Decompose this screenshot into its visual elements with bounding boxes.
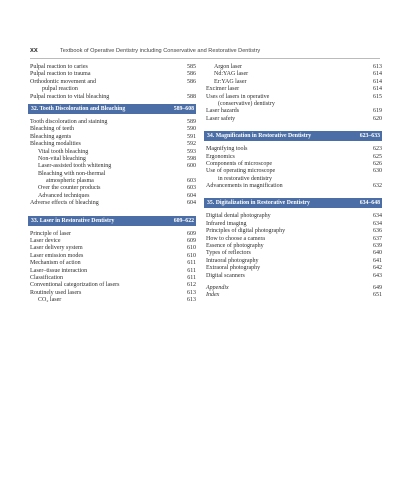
toc-entry[interactable]	[206, 146, 382, 153]
toc-entry-page: 611	[187, 274, 196, 281]
toc-entry[interactable]	[206, 116, 382, 123]
toc-entry-title: Appendix	[206, 284, 229, 291]
toc-entry-page: 632	[373, 183, 382, 190]
toc-entry-title: Bleaching agents	[30, 133, 72, 140]
toc-entry[interactable]	[30, 79, 196, 86]
toc-entry[interactable]	[206, 64, 382, 71]
toc-group-chapter-33	[30, 231, 196, 305]
chapter-pages: 623–633	[359, 133, 380, 140]
toc-entry-title: Extraoral photography	[206, 265, 261, 272]
toc-entry-page: 623	[373, 146, 382, 153]
chapter-title: 32. Tooth Discoloration and Bleaching	[31, 105, 126, 112]
toc-entry[interactable]	[30, 231, 196, 238]
toc-entry-page: 585	[187, 64, 196, 70]
chapter-pages: 634–648	[359, 200, 380, 207]
toc-entry-page: 611	[187, 260, 196, 267]
toc-entry-title: Components of microscope	[206, 160, 272, 167]
header-rule	[30, 58, 380, 59]
toc-entry-title: Conventional categorization of lasers	[30, 282, 120, 289]
toc-entry-page: 613	[187, 289, 196, 296]
toc-entry-title: Advancements in magnification	[206, 183, 283, 190]
toc-entry-title: Types of reflectors	[206, 250, 251, 257]
toc-entry-page: 637	[373, 235, 382, 242]
toc-entry[interactable]	[206, 71, 382, 78]
toc-entry-page: 588	[187, 93, 196, 100]
toc-entry[interactable]	[30, 134, 196, 141]
toc-entry[interactable]	[206, 273, 382, 280]
toc-entry[interactable]	[206, 228, 382, 235]
toc-entry-title: Uses of lasers in operative	[206, 93, 270, 100]
toc-entry-title: pulpal reaction	[42, 86, 78, 93]
toc-entry-page: 613	[373, 64, 382, 70]
toc-entry-title: Intraoral photography	[206, 257, 259, 264]
toc-entry-title: atmospheric plasma	[46, 178, 94, 185]
toc-entry[interactable]	[206, 79, 382, 86]
chapter-heading-33[interactable]	[28, 216, 196, 226]
toc-entry-title: Pulpal reaction to vital bleaching	[30, 93, 110, 100]
toc-entry[interactable]	[206, 101, 382, 108]
toc-entry-page: 603	[187, 178, 196, 185]
toc-entry-title: Principles of digital photography	[206, 228, 286, 235]
toc-entry-page: 639	[373, 243, 382, 250]
toc-entry-page: 643	[373, 272, 382, 279]
toc-entry[interactable]	[30, 141, 196, 148]
toc-entry[interactable]	[206, 168, 382, 175]
toc-entry-page: 604	[187, 200, 196, 207]
toc-entry[interactable]	[30, 268, 196, 275]
toc-entry-page: 610	[187, 252, 196, 259]
toc-entry[interactable]	[206, 154, 382, 161]
toc-group-chapter-35	[206, 213, 382, 280]
toc-entry-title: Classification	[30, 274, 63, 281]
toc-entry-title: Laser device	[30, 238, 61, 245]
toc-entry-title: Over the counter products	[38, 185, 101, 192]
toc-entry[interactable]	[30, 200, 196, 207]
toc-entry-title: Use of operating microscope	[206, 168, 276, 175]
toc-entry-title: Laser emission modes	[30, 252, 84, 259]
toc-entry-title: Magnifying tools	[206, 146, 248, 153]
toc-entry-page: 592	[187, 141, 196, 148]
toc-entry[interactable]	[206, 258, 382, 265]
toc-entry-page: 593	[187, 148, 196, 155]
toc-entry-page: 613	[187, 297, 196, 304]
toc-entry[interactable]	[206, 86, 382, 93]
toc-entry-title: Laser safety	[206, 115, 236, 122]
toc-entry[interactable]	[30, 245, 196, 252]
toc-entry[interactable]	[30, 290, 196, 297]
toc-entry-page: 604	[187, 192, 196, 199]
toc-entry-title: Laser delivery system	[30, 245, 83, 252]
toc-entry-page: 610	[187, 245, 196, 252]
toc-entry-title: Advanced techniques	[38, 192, 90, 199]
toc-entry[interactable]	[30, 178, 196, 185]
toc-entry[interactable]	[30, 297, 196, 304]
toc-left-column	[30, 64, 196, 305]
running-title: Textbook of Operative Dentistry including Conservative and Restorative Dentistry	[60, 48, 261, 54]
chapter-heading-34[interactable]	[204, 131, 382, 141]
toc-entry-page: 586	[187, 78, 196, 85]
toc-entry-title: Laser-assisted tooth whitening	[38, 163, 112, 170]
chapter-title: 33. Laser in Restorative Dentistry	[31, 217, 115, 224]
toc-entry[interactable]	[206, 176, 382, 183]
toc-entry-page: 611	[187, 267, 196, 274]
toc-entry-page: 603	[187, 185, 196, 192]
toc-entry-page: 620	[373, 115, 382, 122]
toc-entry-page: 614	[373, 71, 382, 78]
toc-entry-title: (conservative) dentistry	[218, 100, 275, 107]
toc-entry-page: 598	[187, 155, 196, 162]
toc-entry-title: Routinely used lasers	[30, 289, 82, 296]
toc-entry[interactable]	[30, 64, 196, 71]
toc-entry-page: 649	[373, 284, 382, 291]
toc-entry-page: 630	[373, 168, 382, 175]
toc-entry-title: Bleaching with non-thermal	[38, 170, 106, 177]
toc-entry[interactable]	[30, 71, 196, 78]
toc-entry-title: Pulpal reaction to caries	[30, 64, 88, 70]
toc-entry[interactable]	[30, 163, 196, 170]
chapter-heading-35[interactable]	[204, 198, 382, 208]
toc-entry-page: 634	[373, 213, 382, 220]
toc-entry-page: 614	[373, 86, 382, 93]
toc-entry[interactable]	[30, 282, 196, 289]
toc-entry-title: Argon laser	[214, 64, 243, 70]
toc-entry-title: Ergonomics	[206, 153, 235, 160]
toc-group-top-right	[206, 64, 382, 123]
toc-entry[interactable]	[206, 292, 382, 299]
toc-entry-title: Laser–tissue interaction	[30, 267, 88, 274]
toc-entry-title: in restorative dentistry	[218, 175, 272, 182]
toc-entry-title: Pulpal reaction to trauma	[30, 71, 91, 78]
toc-entry-title: Digital scanners	[206, 272, 245, 279]
toc-group-top-left	[30, 64, 196, 101]
toc-entry[interactable]	[206, 213, 382, 220]
toc-entry[interactable]	[30, 94, 196, 101]
toc-entry-page: 642	[373, 265, 382, 272]
toc-entry-page: 609	[187, 230, 196, 237]
toc-entry-title: Index	[206, 292, 220, 299]
toc-entry-page: 615	[373, 93, 382, 100]
toc-entry-page: 626	[373, 160, 382, 167]
toc-entry-page: 634	[373, 220, 382, 227]
toc-entry[interactable]	[30, 185, 196, 192]
toc-entry-page: 619	[373, 108, 382, 115]
toc-entry-page: 636	[373, 228, 382, 235]
toc-entry-page: 590	[187, 126, 196, 133]
toc-entry-title: Essence of photography	[206, 243, 264, 250]
toc-entry-page: 609	[187, 238, 196, 245]
toc-entry-title: Vital tooth bleaching	[38, 148, 89, 155]
toc-entry-title: Digital dental photography	[206, 213, 271, 220]
toc-entry-page: 586	[187, 71, 196, 78]
toc-entry-title: CO₂ laser	[38, 297, 62, 304]
toc-entry[interactable]	[30, 156, 196, 163]
toc-entry-title: Mechanism of action	[30, 260, 81, 267]
toc-entry-page: 589	[187, 118, 196, 125]
toc-group-chapter-32	[30, 119, 196, 208]
chapter-title: 34. Magnification in Restorative Dentistry	[207, 133, 312, 140]
toc-entry-page: 640	[373, 250, 382, 257]
toc-entry[interactable]	[206, 94, 382, 101]
toc-entry[interactable]	[206, 265, 382, 272]
toc-entry-page: 651	[373, 292, 382, 299]
toc-entry-page: 612	[187, 282, 196, 289]
toc-entry[interactable]	[206, 108, 382, 115]
toc-entry[interactable]	[206, 236, 382, 243]
toc-entry[interactable]	[30, 126, 196, 133]
chapter-title: 35. Digitalization in Restorative Dentistry	[207, 200, 310, 207]
toc-entry[interactable]	[206, 183, 382, 190]
toc-group-back-matter	[206, 285, 382, 300]
toc-entry-page: 600	[187, 163, 196, 170]
toc-entry-title: Bleaching of teeth	[30, 126, 74, 133]
toc-entry-title: Excimer laser	[206, 86, 240, 93]
toc-group-chapter-34	[206, 146, 382, 190]
toc-entry-title: Orthodontic movement and	[30, 78, 96, 85]
toc-entry-page: 625	[373, 153, 382, 160]
chapter-pages: 609–622	[173, 217, 194, 224]
toc-entry-title: Bleaching modalities	[30, 141, 81, 148]
toc-entry-title: Laser hazards	[206, 108, 240, 115]
toc-entry[interactable]	[30, 171, 196, 178]
toc-entry-title: Non-vital bleaching	[38, 155, 86, 162]
toc-entry-page: 591	[187, 133, 196, 140]
toc-entry[interactable]	[206, 250, 382, 257]
toc-entry-title: Tooth discoloration and staining	[30, 118, 108, 125]
chapter-heading-32[interactable]	[28, 104, 196, 114]
toc-entry[interactable]	[30, 149, 196, 156]
chapter-pages: 589–608	[173, 105, 194, 112]
toc-entry[interactable]	[30, 238, 196, 245]
toc-entry[interactable]	[206, 285, 382, 292]
toc-entry-title: How to choose a camera	[206, 235, 265, 242]
toc-entry-title: Adverse effects of bleaching	[30, 200, 99, 207]
toc-entry-title: Nd:YAG laser	[214, 71, 249, 78]
toc-entry[interactable]	[30, 86, 196, 93]
toc-entry-title: Er:YAG laser	[214, 78, 247, 85]
toc-entry-title: Infrared imaging	[206, 220, 247, 227]
page-number: xx	[30, 47, 38, 54]
toc-entry[interactable]	[30, 260, 196, 267]
toc-entry-page: 641	[373, 257, 382, 264]
toc-right-column	[206, 64, 382, 300]
toc-entry-title: Principle of laser	[30, 230, 71, 237]
toc-entry-page: 614	[373, 78, 382, 85]
